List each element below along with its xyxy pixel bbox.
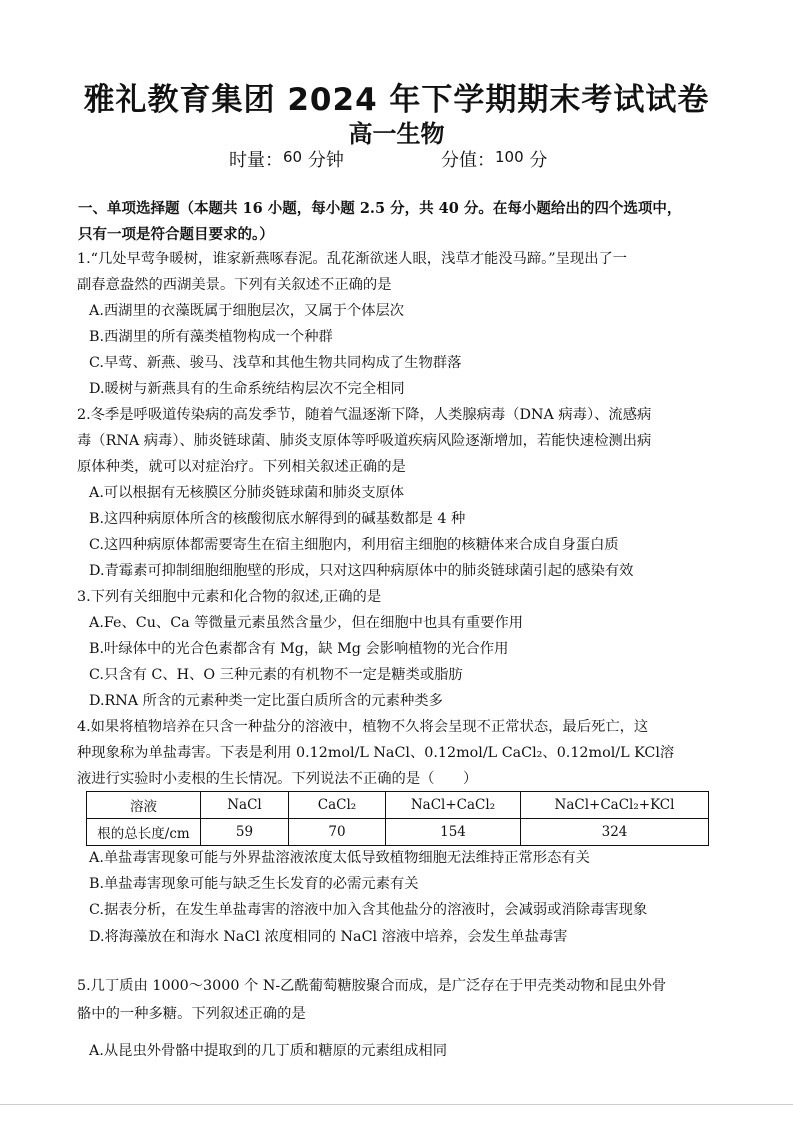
option-c: C.早莺、新燕、骏马、浅草和其他生物共同构成了生物群落 xyxy=(89,355,462,371)
time-label: 时量： xyxy=(229,150,283,171)
table-header-cell: CaCl₂ xyxy=(289,792,386,819)
table-header-cell: NaCl xyxy=(201,792,289,819)
score-label: 分值： xyxy=(441,150,495,171)
section-heading-line: 一、单项选择题（本题共 16 小题，每小题 2.5 分，共 40 分。在每小题给出的四个选项中， xyxy=(78,200,682,217)
table-cell: 154 xyxy=(386,819,521,846)
table-row-label: 根的总长度/cm xyxy=(87,819,201,846)
option-a: A.从昆虫外骨骼中提取到的几丁质和糖原的元素组成相同 xyxy=(89,1043,447,1059)
data-table xyxy=(86,791,709,846)
exam-subject: 高一生物 xyxy=(348,120,445,148)
question-stem: 1.“几处早莺争暖树，谁家新燕啄春泥。乱花渐欲迷人眼，浅草才能没马蹄。”呈现出了一 xyxy=(77,251,628,267)
table-header-cell: NaCl+CaCl₂+KCl xyxy=(521,792,709,819)
question-stem: 副春意盎然的西湖美景。下列有关叙述不正确的是 xyxy=(77,277,392,293)
option-d: D.暖树与新燕具有的生命系统结构层次不完全相同 xyxy=(89,381,405,397)
option-a: A.可以根据有无核膜区分肺炎链球菌和肺炎支原体 xyxy=(89,485,405,501)
option-b: B.这四种病原体所含的核酸彻底水解得到的碱基数都是 4 种 xyxy=(89,511,466,527)
option-d: D.青霉素可抑制细胞细胞壁的形成，只对这四种病原体中的肺炎链球菌引起的感染有效 xyxy=(89,563,634,579)
table-cell: 70 xyxy=(289,819,386,846)
table-header-cell: NaCl+CaCl₂ xyxy=(386,792,521,819)
table-cell: 324 xyxy=(521,819,709,846)
question-stem: 原体种类，就可以对症治疗。下列相关叙述正确的是 xyxy=(77,459,406,475)
question-stem: 2.冬季是呼吸道传染病的高发季节，随着气温逐渐下降，人类腺病毒（DNA 病毒）、流感病 xyxy=(77,407,652,423)
score-info xyxy=(441,146,547,172)
option-a: A.西湖里的衣藻既属于细胞层次，又属于个体层次 xyxy=(89,303,405,319)
score-unit: 分 xyxy=(523,150,548,171)
option-a: A.单盐毒害现象可能与外界盐溶液浓度太低导致植物细胞无法维持正常形态有关 xyxy=(89,850,590,866)
section-heading-line: 只有一项是符合题目要求的。） xyxy=(78,226,274,243)
option-d: D.RNA 所含的元素种类一定比蛋白质所含的元素种类多 xyxy=(89,693,443,709)
option-b: B.叶绿体中的光合色素都含有 Mg，缺 Mg 会影响植物的光合作用 xyxy=(89,641,509,657)
table-row xyxy=(87,819,709,846)
question-stem: 骼中的一种多糖。下列叙述正确的是 xyxy=(77,1006,306,1022)
option-b: B.西湖里的所有藻类植物构成一个种群 xyxy=(89,329,333,345)
option-b: B.单盐毒害现象可能与缺乏生长发育的必需元素有关 xyxy=(89,876,419,892)
score-value: 100 xyxy=(495,148,524,166)
question-stem: 3.下列有关细胞中元素和化合物的叙述,正确的是 xyxy=(77,589,382,605)
table-header-row xyxy=(87,792,709,819)
table-cell: 59 xyxy=(201,819,289,846)
option-a: A.Fe、Cu、Ca 等微量元素虽然含量少，但在细胞中也具有重要作用 xyxy=(89,615,524,631)
question-stem: 液进行实验时小麦根的生长情况。下列说法不正确的是（ ） xyxy=(77,771,478,787)
question-stem: 种现象称为单盐毒害。下表是利用 0.12mol/L NaCl、0.12mol/L CaCl₂、0.12mol/L KCl溶 xyxy=(77,745,675,761)
option-c: C.只含有 C、H、O 三种元素的有机物不一定是糖类或脂肪 xyxy=(89,667,463,683)
question-stem: 4.如果将植物培养在只含一种盐分的溶液中，植物不久将会呈现不正常状态，最后死亡，这 xyxy=(77,719,649,735)
option-c: C.据表分析，在发生单盐毒害的溶液中加入含其他盐分的溶液时，会减弱或消除毒害现象 xyxy=(89,902,648,918)
time-unit: 分钟 xyxy=(302,150,344,171)
page-bottom-rule xyxy=(0,1104,793,1105)
section-heading xyxy=(78,196,728,248)
question-stem: 5.几丁质由 1000～3000 个 N-乙酰葡萄糖胺聚合而成，是广泛存在于甲壳类动物和昆虫外骨 xyxy=(77,978,667,994)
time-info xyxy=(229,146,344,172)
option-d: D.将海藻放在和海水 NaCl 浓度相同的 NaCl 溶液中培养，会发生单盐毒害 xyxy=(89,929,568,945)
exam-title: 雅礼教育集团 2024 年下学期期末考试试卷 xyxy=(83,82,710,118)
time-value: 60 xyxy=(283,148,303,166)
option-c: C.这四种病原体都需要寄生在宿主细胞内，利用宿主细胞的核糖体来合成自身蛋白质 xyxy=(89,537,619,553)
table-header-cell: 溶液 xyxy=(87,792,201,819)
question-stem: 毒（RNA 病毒）、肺炎链球菌、肺炎支原体等呼吸道疾病风险逐渐增加，若能快速检测出病 xyxy=(77,433,652,449)
